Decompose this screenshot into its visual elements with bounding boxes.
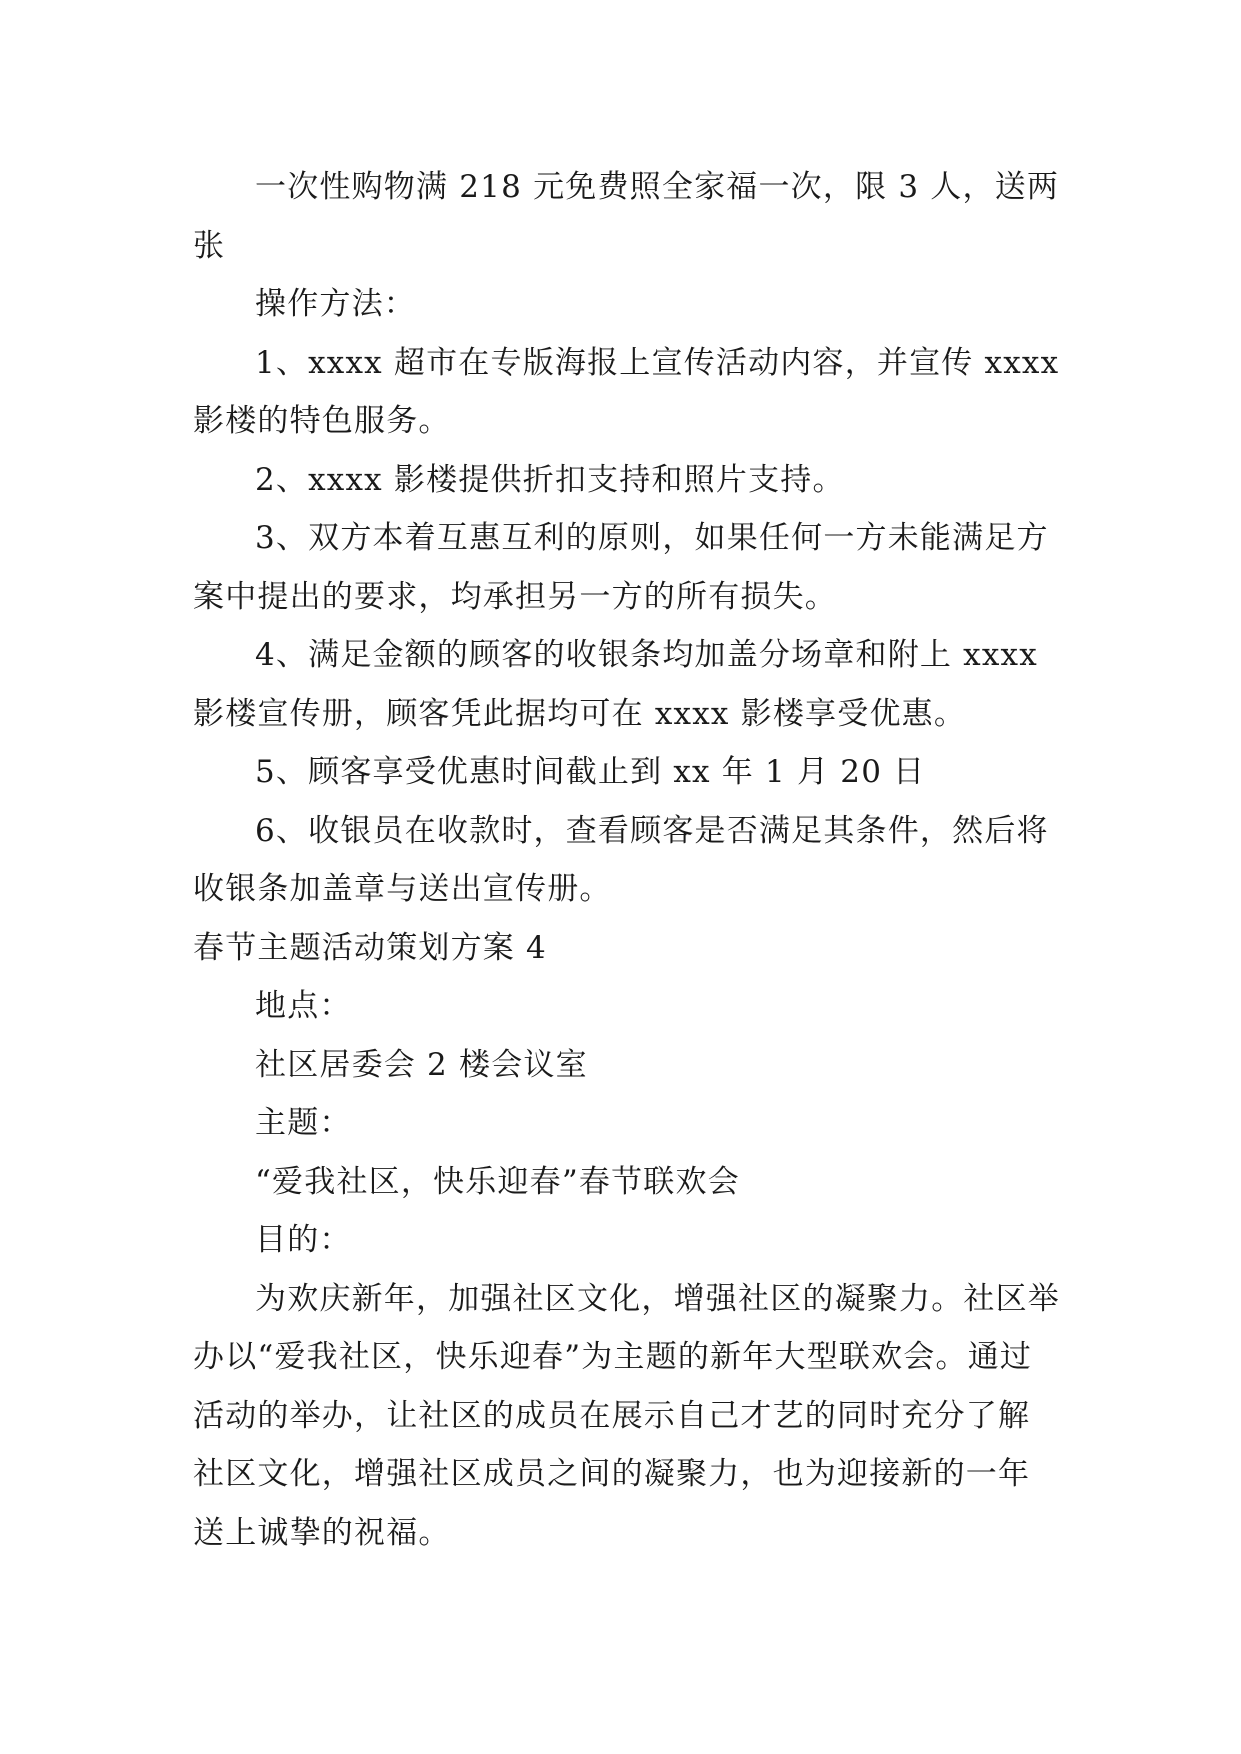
paragraph-step-3: 3、双方本着互惠互利的原则，如果任何一方未能满足方案中提出的要求，均承担另一方的所有损失。	[193, 520, 1049, 615]
paragraph-step-2: 2、xxxx 影楼提供折扣支持和照片支持。	[255, 461, 845, 498]
document-body	[193, 158, 1061, 1562]
section-title: 春节主题活动策划方案 4	[193, 929, 547, 966]
paragraph-location-label: 地点：	[255, 988, 352, 1024]
paragraph-step-5: 5、顾客享受优惠时间截止到 xx 年 1 月 20 日	[255, 754, 926, 790]
paragraph-location-value: 社区居委会 2 楼会议室	[255, 1046, 588, 1083]
paragraph-purpose-value: 为欢庆新年，加强社区文化，增强社区的凝聚力。社区举办以“爱我社区，快乐迎春”为主题的新年大型联欢会。通过活动的举办，让社区的成员在展示自己才艺的同时充分了解社区文化，增强社区成员之间的凝聚力，也为迎接新的一年送上诚挚的祝福。	[193, 1280, 1060, 1551]
paragraph-step-4: 4、满足金额的顾客的收银条均加盖分场章和附上 xxxx 影楼宣传册，顾客凭此据均可在 xxxx 影楼享受优惠。	[193, 637, 1038, 732]
paragraph-theme-value: “爱我社区，快乐迎春”春节联欢会	[255, 1163, 740, 1200]
paragraph-family-photo-offer: 一次性购物满 218 元免费照全家福一次，限 3 人，送两张	[193, 169, 1060, 264]
paragraph-theme-label: 主题：	[255, 1105, 352, 1141]
paragraph-step-6: 6、收银员在收款时，查看顾客是否满足其条件，然后将收银条加盖章与送出宣传册。	[193, 812, 1049, 907]
paragraph-operation-method: 操作方法：	[255, 286, 416, 322]
paragraph-step-1: 1、xxxx 超市在专版海报上宣传活动内容，并宣传 xxxx 影楼的特色服务。	[193, 344, 1060, 439]
paragraph-purpose-label: 目的：	[255, 1222, 352, 1258]
